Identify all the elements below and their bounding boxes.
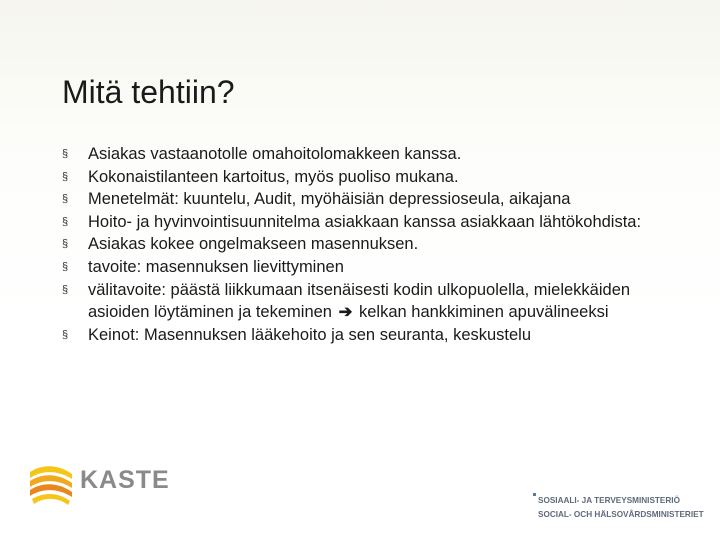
bullet-text-part: kelkan hankkiminen apuvälineeksi (359, 303, 609, 322)
bullet-marker-icon: § (62, 148, 69, 160)
bullet-item (60, 324, 680, 347)
bullet-marker-icon: § (62, 215, 69, 228)
right-arrow-icon: ➔ (338, 303, 353, 322)
bullet-text-part: välitavoite: päästä liikkumaan itsenäisesti kodin ulkopuolella, mielekkäiden asioiden löytäminen ja tekeminen (88, 280, 631, 322)
bullet-marker-icon: § (62, 238, 69, 251)
bullet-text: Hoito- ja hyvinvointisuunnitelma asiakkaan kanssa asiakkaan lähtökohdista: (88, 212, 642, 231)
bullet-marker-icon: § (62, 328, 69, 341)
ministry-logo (530, 492, 715, 526)
bullet-text: Asiakas vastaanotolle omahoitolomakkeen kanssa. (88, 145, 462, 163)
bullet-text: Asiakas kokee ongelmakseen masennuksen. (88, 235, 419, 254)
bullet-text: Kokonaistilanteen kartoitus, myös puoliso mukana. (88, 167, 459, 186)
bullet-marker-icon: § (62, 283, 69, 296)
bullet-text: tavoite: masennuksen lievittyminen (88, 257, 344, 276)
ministry-name-sv: SOCIAL- OCH HÄLSOVÅRDSMINISTERIET (538, 510, 704, 519)
bullet-marker-icon: § (62, 170, 69, 183)
ministry-dot-icon (533, 493, 536, 496)
kaste-wordmark: KASTE (80, 466, 170, 494)
slide-title: Mitä tehtiin? (62, 74, 235, 110)
bullet-text: Keinot: Masennuksen lääkehoito ja sen seuranta, keskustelu (88, 325, 532, 344)
bullet-item (60, 233, 680, 256)
bullet-list (60, 143, 680, 346)
bullet-item (60, 279, 680, 324)
bullet-marker-icon: § (62, 193, 69, 206)
bullet-item (60, 166, 680, 189)
bullet-text: Menetelmät: kuuntelu, Audit, myöhäisiän depressioseula, aikajana (88, 190, 571, 209)
bullet-item (60, 143, 680, 166)
ministry-name-fi: SOSIAALI- JA TERVEYSMINISTERIÖ (538, 496, 680, 505)
bullet-text (88, 279, 680, 324)
bullet-item (60, 256, 680, 279)
bullet-item (60, 211, 680, 234)
kaste-wave-icon (32, 494, 70, 505)
bullet-item (60, 188, 680, 211)
bullet-marker-icon: § (62, 260, 69, 273)
